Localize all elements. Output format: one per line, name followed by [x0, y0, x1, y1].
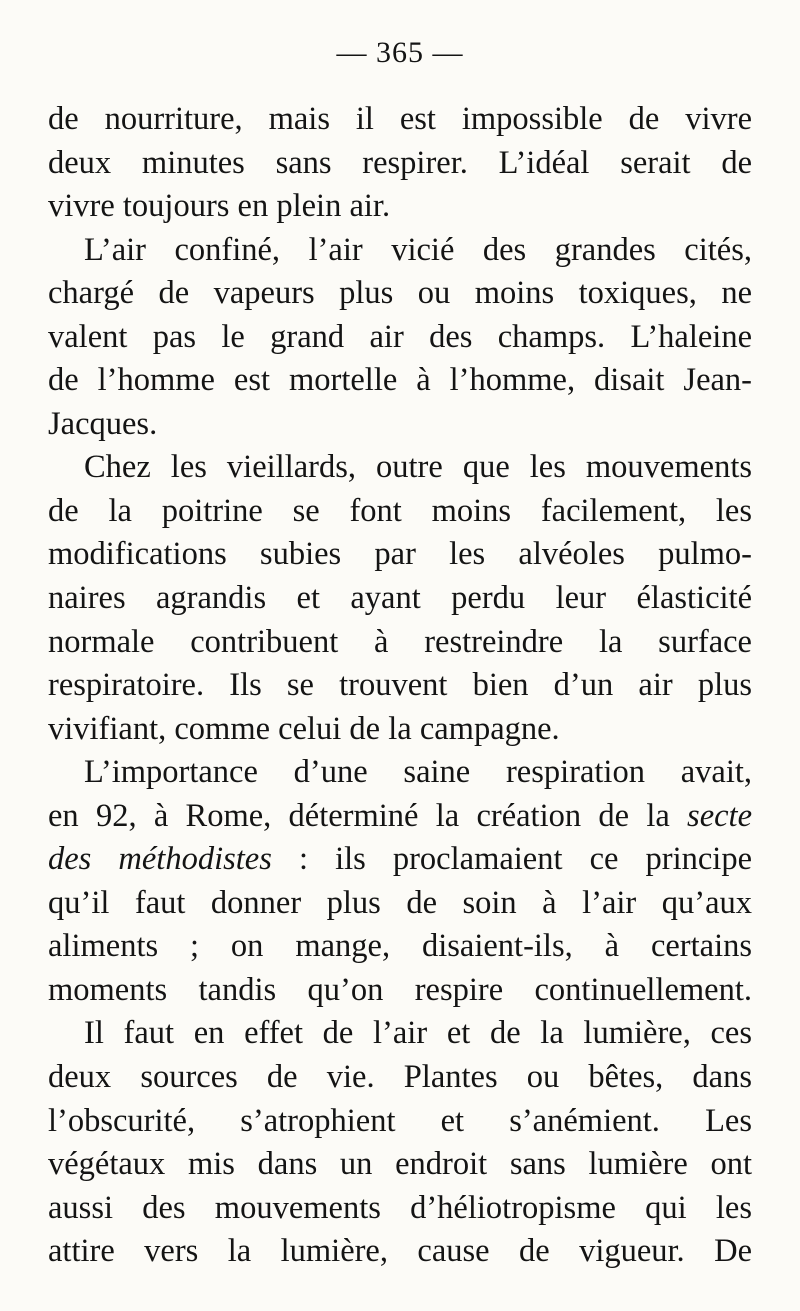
text-line: vivifiant, comme celui de la campagne. [48, 710, 560, 747]
text-line: modifications subies par les alvéoles pulmo- [48, 536, 752, 573]
text-line: de la poitrine se font moins facilement, les [48, 492, 752, 529]
text-line: valent pas le grand air des champs. L’haleine [48, 318, 752, 355]
text-line: deux minutes sans respirer. L’idéal serait de [48, 144, 752, 181]
body-text [48, 98, 752, 1274]
text-line: aussi des mouvements d’héliotropisme qui les [48, 1189, 752, 1226]
text-line: L’air confiné, l’air vicié des grandes cités, [84, 231, 752, 268]
text-line: naires agrandis et ayant perdu leur élasticité [48, 580, 752, 617]
text-line: L’importance d’une saine respiration avait, [84, 754, 752, 791]
text-line: respiratoire. Ils se trouvent bien d’un air plus [48, 667, 752, 704]
text-line: aliments ; on mange, disaient-ils, à certains [48, 928, 752, 965]
text-line: Chez les vieillards, outre que les mouvements [84, 449, 752, 486]
text-line-with-italic [48, 838, 752, 882]
text-line: Jacques. [48, 405, 158, 442]
italic-term: secte [687, 797, 752, 834]
text-line: deux sources de vie. Plantes ou bêtes, dans [48, 1059, 752, 1096]
text-line: qu’il faut donner plus de soin à l’air qu’aux [48, 884, 752, 921]
text-line: normale contribuent à restreindre la surface [48, 623, 752, 660]
text-line-with-italic [48, 795, 752, 839]
italic-term: des méthodistes [48, 841, 272, 878]
text-line: de l’homme est mortelle à l’homme, disait Jean- [48, 362, 752, 399]
text-segment: en 92, à Rome, déterminé la création de la [48, 797, 670, 834]
text-line: de nourriture, mais il est impossible de vivre [48, 101, 752, 137]
text-line: l’obscurité, s’atrophient et s’anémient. Les [48, 1102, 752, 1139]
text-line: végétaux mis dans un endroit sans lumière ont [48, 1146, 752, 1183]
text-line: Il faut en effet de l’air et de la lumière, ces [84, 1015, 752, 1052]
text-segment: : ils proclamaient ce principe [271, 841, 752, 878]
page-number: — 365 — [336, 36, 464, 69]
text-line: moments tandis qu’on respire continuellement. [48, 971, 752, 1008]
text-line: chargé de vapeurs plus ou moins toxiques, ne [48, 275, 752, 312]
text-line: vivre toujours en plein air. [48, 188, 391, 225]
text-line: attire vers la lumière, cause de vigueur. De [48, 1233, 752, 1270]
